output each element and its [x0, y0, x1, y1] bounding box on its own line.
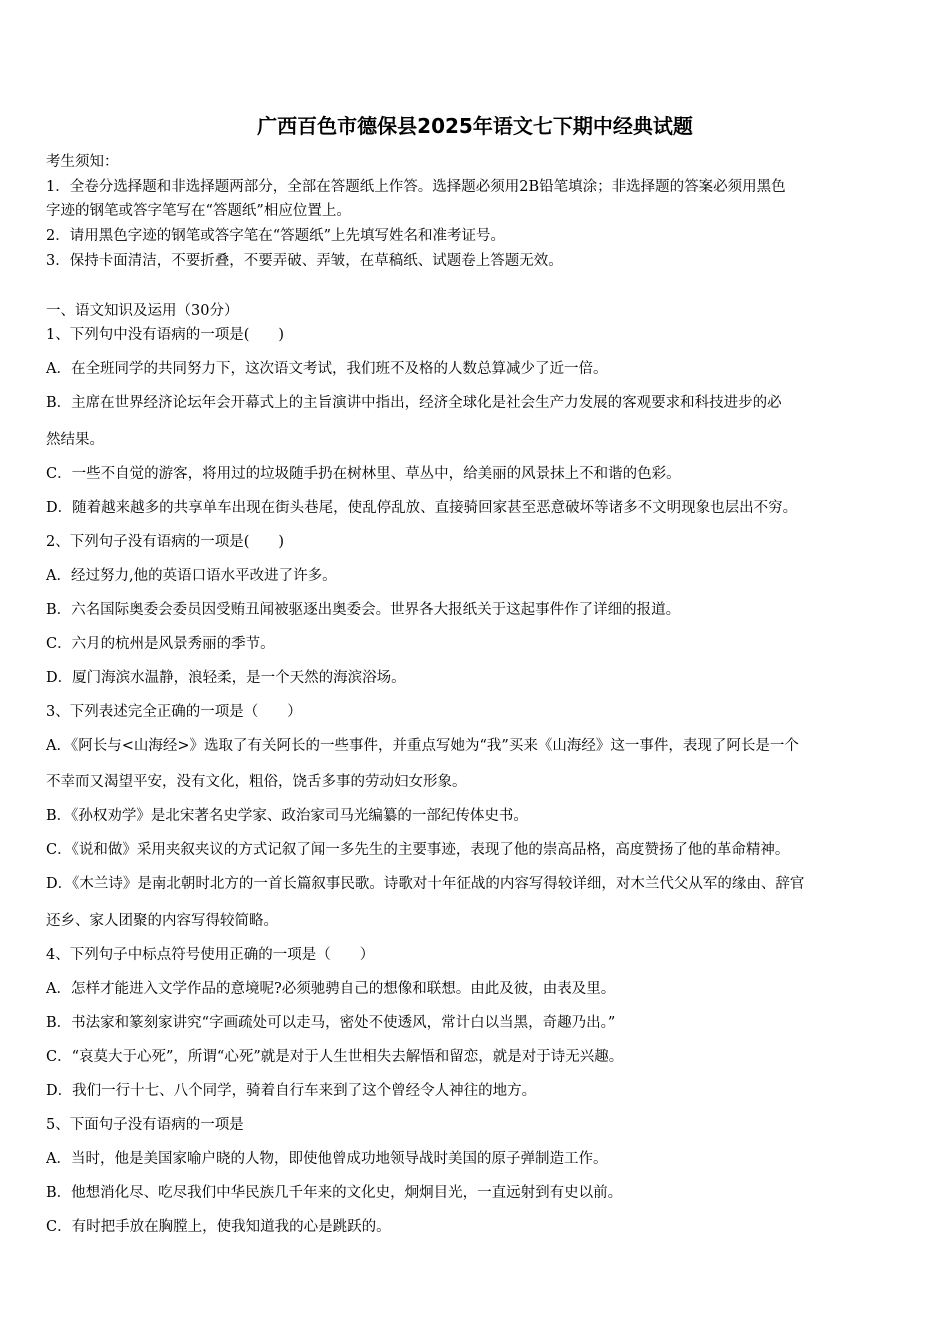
question-option: D．《木兰诗》是南北朝时北方的一首长篇叙事民歌。诗歌对十年征战的内容写得较详细，对木兰代父从军的缘由、辞官 — [46, 876, 805, 892]
page-title: 广西百色市德保县2025年语文七下期中经典试题 — [257, 114, 693, 138]
question-option-continued: 不幸而又渴望平安，没有文化，粗俗，饶舌多事的劳动妇女形象。 — [46, 774, 467, 790]
question-option: B．六名国际奥委会委员因受贿丑闻被驱逐出奥委会。世界各大报纸关于这起事件作了详细的报道。 — [46, 602, 681, 618]
question-option: B．他想消化尽、吃尽我们中华民族几千年来的文化史，炯炯目光，一直远射到有史以前。 — [46, 1185, 623, 1201]
notice-heading: 考生须知： — [46, 154, 119, 170]
question-option: C．一些不自觉的游客，将用过的垃圾随手扔在树林里、草丛中，给美丽的风景抹上不和谐的色彩。 — [46, 466, 681, 482]
question-stem: 2、下列句子没有语病的一项是( ) — [46, 534, 285, 550]
question-option: C．有时把手放在胸膛上，使我知道我的心是跳跃的。 — [46, 1219, 391, 1235]
question-stem: 1、下列句中没有语病的一项是( ) — [46, 327, 285, 343]
question-option: D．我们一行十七、八个同学，骑着自行车来到了这个曾经令人神往的地方。 — [46, 1083, 537, 1099]
question-option: C．《说和做》采用夹叙夹议的方式记叙了闻一多先生的主要事迹，表现了他的崇高品格，高度赞扬了他的革命精神。 — [46, 842, 790, 858]
question-option: A．怎样才能进入文学作品的意境呢?必须驰骋自己的想像和联想。由此及彼，由表及里。 — [46, 981, 616, 997]
question-option: B．书法家和篆刻家讲究“字画疏处可以走马，密处不使透风，常计白以当黑，奇趣乃出。” — [46, 1015, 616, 1031]
notice-item: 2．请用黑色字迹的钢笔或答字笔在“答题纸”上先填写姓名和准考证号。 — [46, 228, 506, 244]
question-option-continued: 然结果。 — [46, 432, 104, 448]
question-stem: 5、下面句子没有语病的一项是 — [46, 1117, 244, 1133]
question-option: C．“哀莫大于心死”，所谓“心死”就是对于人生世相失去解悟和留恋，就是对于诗无兴趣。 — [46, 1049, 624, 1065]
section-heading: 一、语文知识及运用（30分） — [46, 303, 239, 319]
question-option: A．经过努力,他的英语口语水平改进了许多。 — [46, 568, 337, 584]
question-option-continued: 还乡、家人团聚的内容写得较简略。 — [46, 913, 278, 929]
notice-item: 1．全卷分选择题和非选择题两部分，全部在答题纸上作答。选择题必须用2B铅笔填涂；非选择题的答案必须用黑色 — [46, 179, 786, 195]
question-option: A．在全班同学的共同努力下，这次语文考试，我们班不及格的人数总算减少了近一倍。 — [46, 361, 608, 377]
notice-item: 3．保持卡面清洁，不要折叠，不要弄破、弄皱，在草稿纸、试题卷上答题无效。 — [46, 253, 563, 269]
question-stem: 4、下列句子中标点符号使用正确的一项是（ ） — [46, 947, 375, 963]
question-option: D．随着越来越多的共享单车出现在街头巷尾，使乱停乱放、直接骑回家甚至恶意破坏等诸多不文明现象也层出不穷。 — [46, 500, 798, 516]
question-option: B．《孙权劝学》是北宋著名史学家、政治家司马光编纂的一部纪传体史书。 — [46, 808, 528, 824]
question-option: C．六月的杭州是风景秀丽的季节。 — [46, 636, 275, 652]
question-option: D．厦门海滨水温静，浪轻柔，是一个天然的海滨浴场。 — [46, 670, 406, 686]
question-option: B．主席在世界经济论坛年会开幕式上的主旨演讲中指出，经济全球化是社会生产力发展的客观要求和科技进步的必 — [46, 395, 782, 411]
question-option: A．《阿长与<山海经>》选取了有关阿长的一些事件，并重点写她为“我”买来《山海经》这一事件，表现了阿长是一个 — [46, 738, 799, 754]
question-option: A．当时，他是美国家喻户晓的人物，即使他曾成功地领导战时美国的原子弹制造工作。 — [46, 1151, 608, 1167]
question-stem: 3、下列表述完全正确的一项是（ ） — [46, 704, 302, 720]
notice-item: 字迹的钢笔或答字笔写在“答题纸”相应位置上。 — [46, 203, 351, 219]
